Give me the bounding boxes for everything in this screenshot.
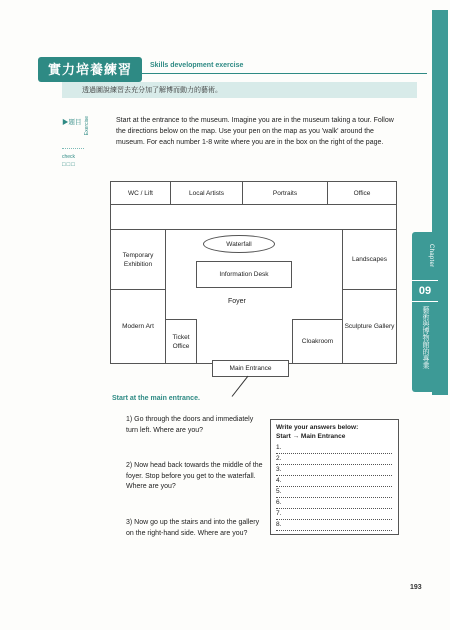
intro-paragraph: Start at the entrance to the museum. Imagine you are in the museum taking a tour. Follow the directions below on the map. Use your pen on the map as you 'walk' around the museum. For each number 1-8 write where you are in the box on the right of the page. — [116, 117, 394, 146]
map-room-temporary-exhibition: Temporary Exhibition — [110, 229, 166, 290]
map-room-wc-lift: WC / Lift — [110, 181, 171, 205]
map-ticket-office: Ticket Office — [165, 319, 197, 364]
answer-line-6[interactable]: 6. — [276, 499, 392, 509]
answer-line-5[interactable]: 5. — [276, 488, 392, 498]
map-room-local-artists: Local Artists — [170, 181, 243, 205]
check-label: check — [62, 154, 76, 160]
map-room-landscapes: Landscapes — [342, 229, 397, 290]
answer-line-3[interactable]: 3. — [276, 466, 392, 476]
question-3: 3) Now go up the stairs and into the gallery on the right-hand side. Where are you? — [126, 519, 260, 537]
answer-line-2[interactable]: 2. — [276, 455, 392, 465]
instruction-text: 透過圖說練習去充分加了解博而動力的藝術。 — [82, 87, 222, 94]
map-information-desk: Information Desk — [196, 261, 292, 288]
map-waterfall: Waterfall — [203, 235, 275, 253]
map-room-portraits: Portraits — [242, 181, 328, 205]
chapter-label: Chapter — [428, 244, 434, 268]
map-foyer-label: Foyer — [228, 298, 246, 305]
map-cloakroom: Cloakroom — [292, 319, 343, 364]
answer-line-1[interactable]: 1. — [276, 444, 392, 454]
chapter-strip-gap — [430, 395, 448, 620]
question-1: 1) Go through the doors and immediately turn left. Where are you? — [126, 416, 254, 434]
exercise-label: ▶題目 — [62, 119, 82, 126]
chapter-title: 藝術與博物館的專業 — [422, 306, 429, 369]
answer-line-4[interactable]: 4. — [276, 477, 392, 487]
page-number: 193 — [410, 584, 422, 591]
start-instruction: Start at the main entrance. — [112, 395, 200, 402]
exercise-label-en: Exercise — [84, 116, 90, 136]
map-main-entrance: Main Entrance — [212, 360, 289, 377]
check-boxes[interactable]: □□□ — [62, 162, 76, 168]
answer-line-8[interactable]: 8. — [276, 521, 392, 531]
question-2: 2) Now head back towards the middle of the foyer. Stop before you get to the waterfall. Where are you? — [126, 462, 263, 490]
header-rule — [142, 73, 427, 74]
section-subtitle: Skills development exercise — [150, 62, 244, 69]
margin-divider — [62, 148, 84, 149]
map-room-sculpture-gallery: Sculpture Gallery — [342, 289, 397, 364]
map-room-office-top: Office — [327, 181, 397, 205]
answers-start-line: Start → Main Entrance — [276, 433, 346, 440]
map-room-modern-art: Modern Art — [110, 289, 166, 364]
answers-title: Write your answers below: — [276, 424, 359, 431]
chapter-number: 09 — [412, 280, 438, 302]
start-pointer — [232, 376, 249, 397]
answer-line-7[interactable]: 7. — [276, 510, 392, 520]
section-title: 實力培養練習 — [38, 57, 142, 82]
